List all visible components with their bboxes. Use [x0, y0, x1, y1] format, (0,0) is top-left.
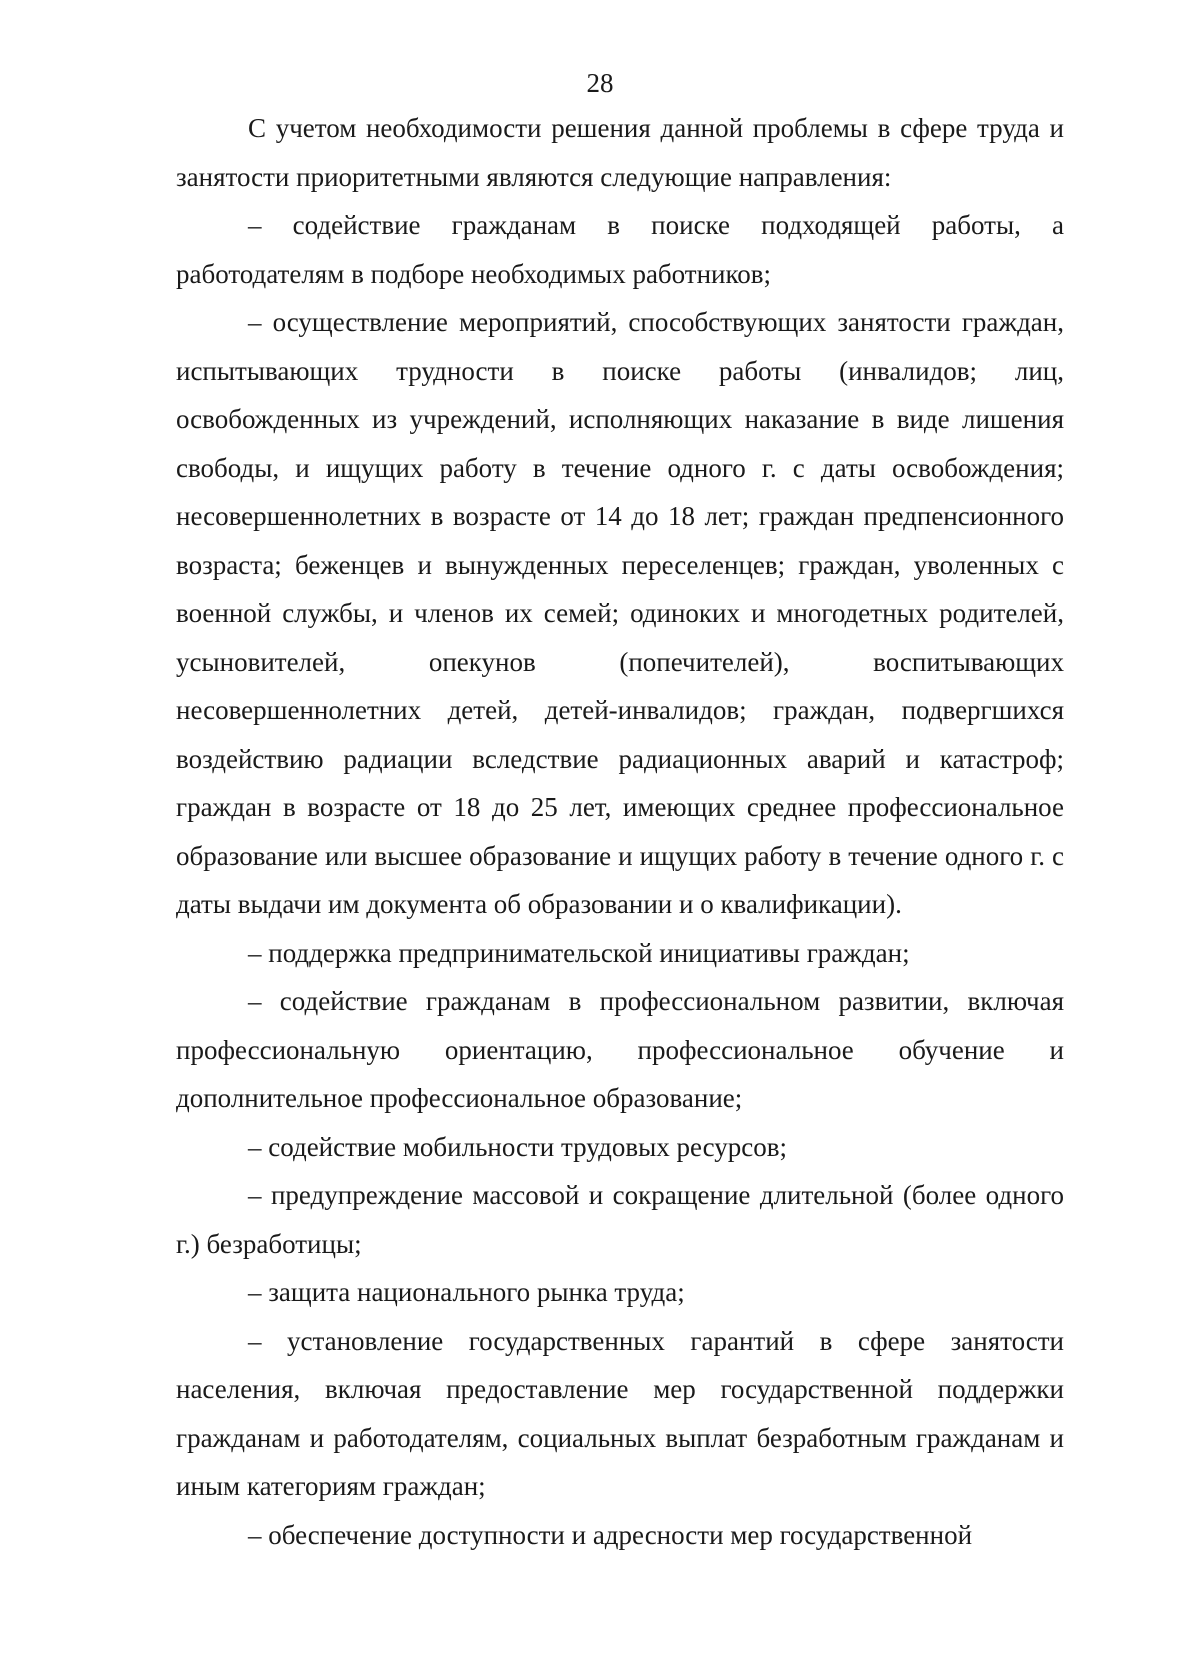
list-item-state-guarantees: – установление государственных гарантий в сфере занятости населения, включая предоставление мер государственной поддержки гражданам и работодателям, социальных выплат безработным гражданам и иным категориям граждан;	[176, 1325, 1064, 1501]
list-item-employment-measures: – осуществление мероприятий, способствующих занятости граждан, испытывающих трудности в поиске работы (инвалидов; лиц, освобожденных из учреждений, исполняющих наказание в виде лишения свободы, и ищущих работу в течение одного г. с даты освобождения; несовершеннолетних в возрасте от 14 до 18 лет; граждан предпенсионного возраста; беженцев и вынужденных переселенцев; граждан, уволенных с военной службы, и членов их семей; одиноких и многодетных родителей, усыновителей, опекунов (попечителей), воспитывающих несовершеннолетних детей, детей-инвалидов; граждан, подвергшихся воздействию радиации вследствие радиационных аварий и катастроф; граждан в возрасте от 18 до 25 лет, имеющих среднее профессиональное образование или высшее образование и ищущих работу в течение одного г. с даты выдачи им документа об образовании и о квалификации).	[176, 307, 1064, 919]
list-item-entrepreneurship-support: – поддержка предпринимательской инициативы граждан;	[248, 937, 910, 968]
document-body	[176, 104, 1064, 1559]
list-item-job-search-assistance: – содействие гражданам в поиске подходящей работы, а работодателям в подборе необходимых работников;	[176, 210, 1064, 289]
page-number: 28	[586, 68, 614, 98]
intro-paragraph: С учетом необходимости решения данной проблемы в сфере труда и занятости приоритетными являются следующие направления:	[176, 113, 1064, 192]
list-item-labor-market-protection: – защита национального рынка труда;	[248, 1277, 685, 1307]
list-item-unemployment-prevention: – предупреждение массовой и сокращение длительной (более одного г.) безработицы;	[176, 1180, 1064, 1259]
list-item-labor-mobility: – содействие мобильности трудовых ресурсов;	[248, 1131, 787, 1162]
list-item-professional-development: – содействие гражданам в профессиональном развитии, включая профессиональную ориентацию, профессиональное обучение и дополнительное профессиональное образование;	[176, 986, 1064, 1113]
list-item-accessibility-measures: – обеспечение доступности и адресности мер государственной	[248, 1519, 973, 1550]
